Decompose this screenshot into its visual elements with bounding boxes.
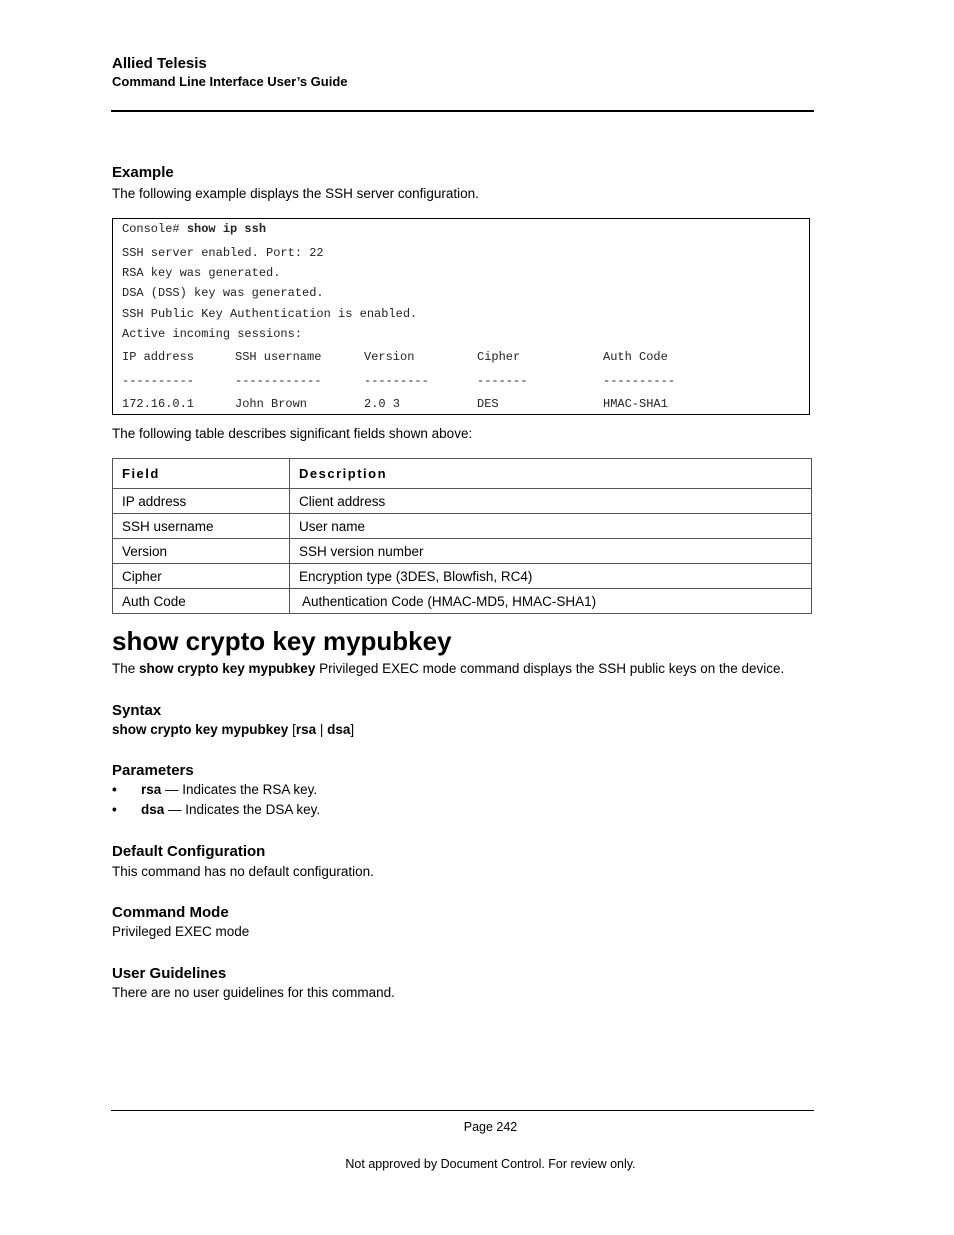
table-header-description: Description [290, 459, 812, 489]
table-cell-description: Client address [290, 489, 812, 514]
table-header-row [113, 459, 812, 489]
console-command-line [122, 222, 266, 236]
table-cell-field: Cipher [113, 564, 290, 589]
table-row [113, 514, 812, 539]
table-header-field: Field [113, 459, 290, 489]
table-row [113, 489, 812, 514]
table-cell-field: Version [113, 539, 290, 564]
console-line: Active incoming sessions: [122, 327, 303, 341]
example-heading: Example [112, 164, 174, 181]
table-cell-field: Auth Code [113, 589, 290, 614]
console-col-header: Version [364, 350, 415, 364]
console-line: RSA key was generated. [122, 266, 281, 280]
example-intro: The following example displays the SSH server configuration. [112, 186, 479, 201]
table-row [113, 539, 812, 564]
console-output [112, 218, 810, 415]
console-row-cell: 2.0 3 [364, 397, 401, 411]
table-cell-field: IP address [113, 489, 290, 514]
table-cell-description: SSH version number [290, 539, 812, 564]
desc-command: show crypto key mypubkey [139, 661, 316, 676]
syntax-line [112, 722, 354, 737]
console-line: SSH Public Key Authentication is enabled. [122, 307, 418, 321]
console-col-header: SSH username [235, 350, 322, 364]
syntax-command: show crypto key mypubkey [112, 722, 289, 737]
footer-rule [111, 1110, 814, 1111]
table-cell-description: Encryption type (3DES, Blowfish, RC4) [290, 564, 812, 589]
header-company: Allied Telesis [112, 55, 207, 72]
console-col-header: Auth Code [603, 350, 668, 364]
param-name: rsa [141, 782, 162, 797]
table-cell-field: SSH username [113, 514, 290, 539]
fields-table [112, 458, 812, 614]
syntax-separator: | [316, 722, 328, 737]
console-row-cell: John Brown [235, 397, 308, 411]
param-desc: — Indicates the DSA key. [164, 802, 321, 817]
console-prompt: Console# [122, 222, 187, 236]
console-dashes: ---------- [122, 374, 195, 388]
console-col-header: IP address [122, 350, 195, 364]
syntax-dsa: dsa [327, 722, 351, 737]
console-dashes: ---------- [603, 374, 676, 388]
header-rule [111, 110, 814, 112]
console-dashes: ------------ [235, 374, 322, 388]
default-config-text: This command has no default configuration. [112, 864, 374, 879]
param-desc: — Indicates the RSA key. [161, 782, 318, 797]
command-title: show crypto key mypubkey [112, 626, 452, 656]
review-note: Not approved by Document Control. For review only. [345, 1157, 636, 1171]
console-line: DSA (DSS) key was generated. [122, 286, 324, 300]
table-cell-description: User name [290, 514, 812, 539]
default-config-heading: Default Configuration [112, 843, 266, 860]
syntax-bracket: ] [350, 722, 355, 737]
table-intro: The following table describes significant fields shown above: [112, 426, 473, 441]
header-guide-title: Command Line Interface User’s Guide [112, 74, 348, 89]
desc-prefix: The [112, 661, 140, 676]
param-name: dsa [141, 802, 165, 817]
bullet-icon: • [112, 782, 117, 797]
user-guidelines-text: There are no user guidelines for this command. [112, 985, 395, 1000]
syntax-rsa: rsa [295, 722, 317, 737]
syntax-bracket: [ [288, 722, 296, 737]
page-number: Page 242 [463, 1120, 518, 1134]
console-col-header: Cipher [477, 350, 521, 364]
command-mode-text: Privileged EXEC mode [112, 924, 250, 939]
bullet-icon: • [112, 802, 117, 817]
console-command: show ip ssh [186, 222, 267, 236]
console-dashes: ------- [477, 374, 528, 388]
command-mode-heading: Command Mode [112, 904, 229, 921]
desc-suffix: Privileged EXEC mode command displays the SSH public keys on the device. [315, 661, 785, 676]
parameters-heading: Parameters [112, 762, 194, 779]
console-line: SSH server enabled. Port: 22 [122, 246, 324, 260]
console-row-cell: DES [477, 397, 499, 411]
user-guidelines-heading: User Guidelines [112, 965, 227, 982]
table-cell-description: Authentication Code (HMAC-MD5, HMAC-SHA1) [290, 589, 812, 614]
table-row [113, 564, 812, 589]
console-row-cell: HMAC-SHA1 [603, 397, 668, 411]
syntax-heading: Syntax [112, 702, 162, 719]
command-description [112, 661, 784, 676]
console-dashes: --------- [364, 374, 429, 388]
table-row [113, 589, 812, 614]
console-row-cell: 172.16.0.1 [122, 397, 195, 411]
